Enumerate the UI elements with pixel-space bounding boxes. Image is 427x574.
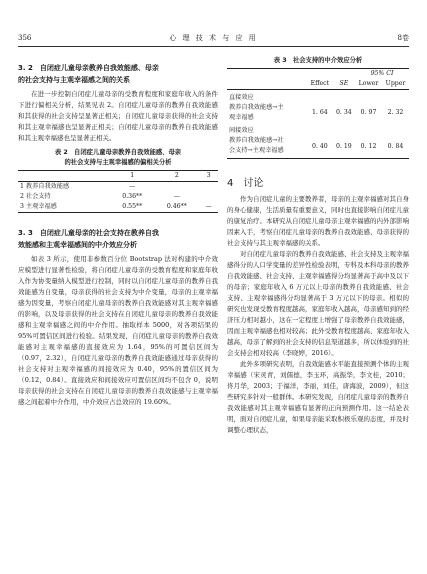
left-column	[18, 54, 218, 408]
header-rule	[18, 46, 409, 47]
section-4-paragraph-2: 对自闭症儿童母亲的教养自我效能感、社会支持及主观幸福感得分的人口学变量的差异性检验表明，专科及本科母亲的教养自我效能感、社会支持、主观幸福感得分均显著高于高中及以下的母亲；家庭年收入 6 万元以上母亲的教养自我效能感、社会支持、主观幸福感得分均显著高于 3 万元以下的母亲。相似的研究也发现受教育程度越高，家庭年收入越高，母亲感知到的经济压力相对越小，这在一定程度上增强了母亲教养自我效能感，因而主观幸福感也相对较高；此外受教育程度越高、家庭年收入越高，母亲了解到的社会支持的信息渠道越多，所以体验到的社会支持会相对较高（李晓婷，2016）。	[227, 250, 409, 357]
table-2-caption: 表 2 自闭症儿童母亲教养自我效能感、母亲 的社会支持与主观幸福感的偏相关分析	[54, 149, 182, 166]
section-4-paragraph-1: 作为自闭症儿童的主要教养者，母亲的主观幸福感对其自身的身心健康，生活质量有重要意义，同时也直接影响自闭症儿童的康复治疗。本研究从自闭症儿童母亲主观幸福感的内外部影响因素入手，考察自闭症儿童母亲的教养自我效能感、母亲获得的社会支持与其主观幸福感的关系。	[227, 195, 409, 247]
section-3-3-heading: 3. 3 自闭症儿童母亲的社会支持在教养自我 效能感和主观幸福感间的中介效应分析	[18, 229, 159, 249]
section-3-3-paragraph: 如表 3 所示，使用非参数百分位 Bootstrap 法对构建的中介效应模型进行显著性检验，将自闭症儿童母亲的受教育程度和家庭年收入作为协变量纳入模型进行控制，同时以自闭症儿童母亲的教养自我效能感为自变量，母亲获得的社会支持为中介变量，母亲的主观幸福感为因变量，考察自闭症儿童母亲的教养自我效能感对其主观幸福感的影响，以及母亲获得的社会支持在自闭症儿童母亲的教养自我效能感和主观幸福感之间的中介作用。抽取样本 5000，对各项结果的 95%可置信区间进行检验。结果发现，自闭症儿童母亲的教养自我效能感对主观幸福感的直接效应为 1.64，95%的可置信区间为（0.97，2.32），自闭症儿童母亲的教养自我效能感通过母亲获得的社会支持对主观幸福感的间接效应为 0.40，95%的置信区间为（0.12，0.84）。直接效应和间接效应可置信区间均不包含 0，说明母亲获得的社会支持在自闭症儿童母亲的教养自我效能感与主观幸福感之间起着中介作用，中介效应占总效应的 19.60%。	[18, 255, 219, 406]
journal-title: 心 理 技 术 与 应 用	[169, 34, 258, 42]
table-row: 3 主观幸福感 0.55** 0.46** —	[18, 202, 218, 213]
section-3-2-heading: 3. 2 自闭症儿童母亲教养自我效能感、母亲 的社会支持与主观幸福感之间的关系	[18, 64, 159, 84]
right-column	[227, 54, 409, 436]
table-row	[227, 69, 409, 80]
section-4-paragraph-3: 此外多项研究表明，自我效能感水平能直接预测个体的主观幸福感（宋灵青，刘儒德，李玉环，高振华，李文桂，2010；佟月华，2003；于福洋，李丽，刘佳，唐海波，2009），但这些研究多针对一般群体。本研究发现，自闭症儿童母亲的教养自我效能感对其主观幸福感有显著的正向预测作用。这一结论表明，面对自闭症儿童，如果母亲能采取积极乐观的态度，并及时调整心理状态，	[227, 360, 410, 434]
table-3-caption: 表 3 社会支持的中介效应分析	[273, 57, 363, 64]
table-row: 直接效应	[229, 94, 254, 101]
table-row: 教养自我效能感→社 会支持→主观幸福感 0. 40 0. 19 0. 12 0. 84	[227, 136, 409, 159]
volume-label: 8卷	[397, 34, 409, 42]
table-row: 间接效应	[229, 127, 254, 134]
running-header	[18, 33, 409, 43]
ci-header: 95% CI	[370, 70, 394, 77]
table-row: 1 教养自我效能感 —	[20, 183, 136, 190]
table-2	[18, 170, 218, 213]
page-number: 356	[18, 34, 32, 42]
table-row: Effect SE Lower Upper	[227, 79, 409, 90]
section-3-2-paragraph: 在进一步控制自闭症儿童母亲的受教育程度和家庭年收入的条件下进行偏相关分析，结果见表 2。自闭症儿童母亲的教养自我效能感和其获得的社会支持呈显著正相关；自闭症儿童母亲获得的社会支持和其主观幸福感也呈显著正相关；自闭症儿童母亲的教养自我效能感和其主观幸福感也呈显著正相关。	[18, 90, 219, 142]
table-3	[227, 68, 409, 159]
table-row: 1 2 3	[18, 171, 218, 182]
table-row: 教养自我效能感→主 观幸福感 1. 64 0. 34 0. 97 2. 32	[229, 104, 404, 121]
table-row: 2 社会支持 0.36** —	[20, 193, 180, 200]
section-4-heading: 4 讨论	[227, 178, 264, 189]
